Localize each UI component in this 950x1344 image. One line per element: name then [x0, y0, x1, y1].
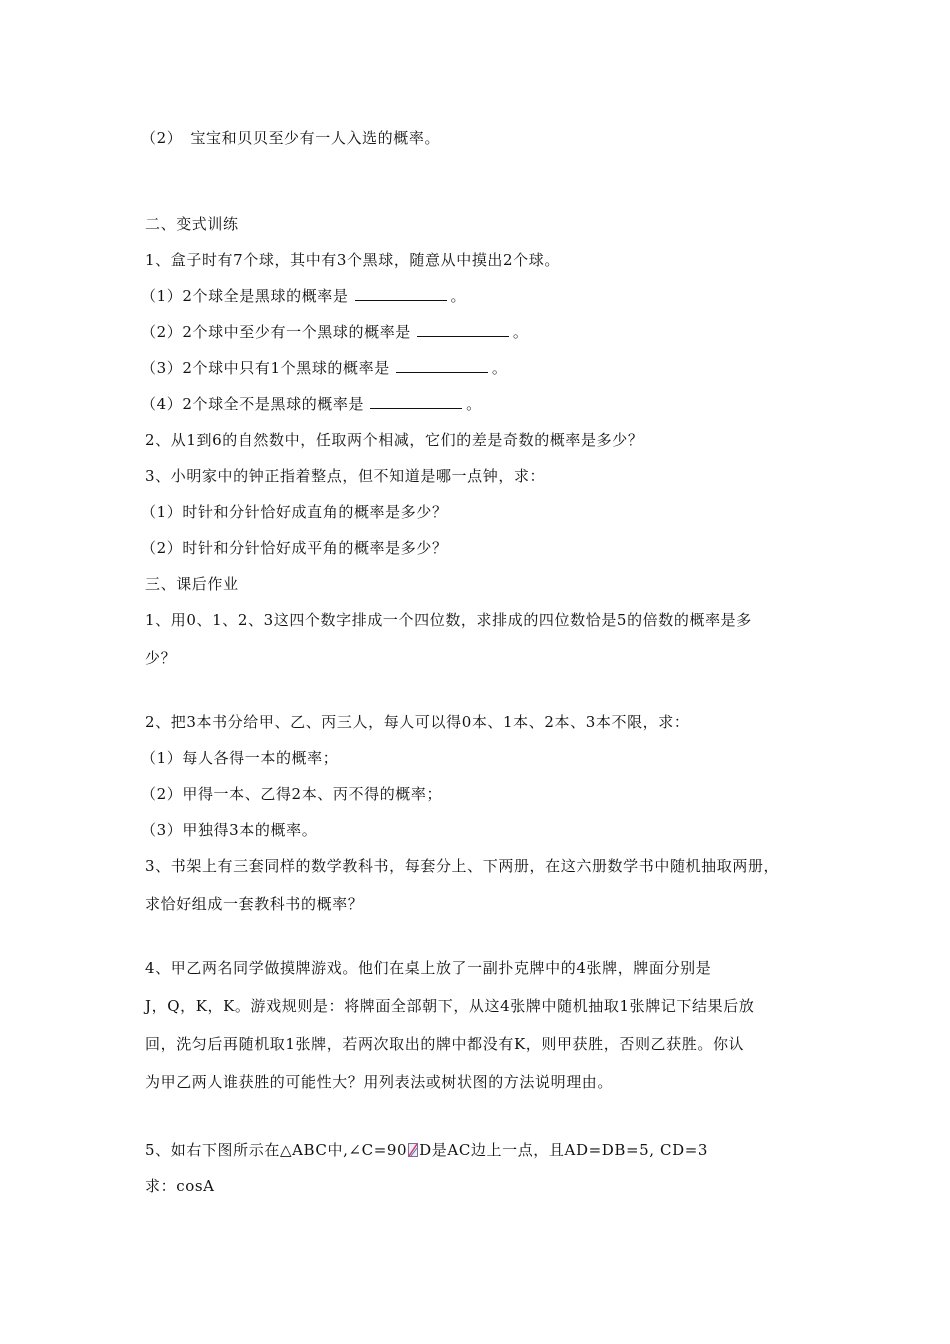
- answer-blank: [417, 324, 509, 337]
- s2-question-2: 2、从1到6的自然数中，任取两个相减，它们的差是奇数的概率是多少？: [145, 431, 644, 449]
- s2-q1-item-1: [141, 286, 466, 306]
- s3-question-4-line-1: 4、甲乙两名同学做摸牌游戏。他们在桌上放了一副扑克牌中的4张牌，牌面分别是: [145, 959, 712, 977]
- item-end: 。: [491, 359, 508, 377]
- s2-q1-item-2: [141, 322, 529, 342]
- q5-text-b: D是AC边上一点，且AD=DB=5, CD=3: [419, 1141, 709, 1159]
- s3-question-4-line-2: J，Q，K，K。游戏规则是：将牌面全部朝下，从这4张牌中随机抽取1张牌记下结果后放: [145, 997, 755, 1015]
- answer-blank: [396, 360, 488, 373]
- item-end: 。: [512, 323, 529, 341]
- s3-question-1-line-1: 1、用0、1、2、3这四个数字排成一个四位数，求排成的四位数恰是5的倍数的概率是多: [145, 611, 752, 629]
- answer-blank: [370, 396, 462, 409]
- s2-question-3-stem: 3、小明家中的钟正指着整点，但不知道是哪一点钟，求：: [145, 467, 546, 485]
- item-text: （3）2个球中只有1个黑球的概率是: [141, 359, 390, 377]
- s2-q1-item-3: [141, 358, 507, 378]
- item-end: 。: [450, 287, 467, 305]
- s3-question-3-line-1: 3、书架上有三套同样的数学教科书，每套分上、下两册，在这六册数学书中随机抽取两册，: [145, 857, 780, 875]
- item-text: （2）2个球中至少有一个黑球的概率是: [141, 323, 411, 341]
- s3-question-1-line-2: 少？: [145, 649, 177, 667]
- s3-q2-part-2: （2）甲得一本、乙得2本、丙不得的概率；: [141, 785, 443, 803]
- item-end: 。: [466, 395, 482, 413]
- s3-q2-part-3: （3）甲独得3本的概率。: [141, 821, 318, 839]
- s2-q1-item-4: [141, 394, 482, 414]
- s2-question-1-stem: 1、盒子时有7个球，其中有3个黑球，随意从中摸出2个球。: [145, 251, 560, 269]
- item-text: （4）2个球全不是黑球的概率是: [141, 395, 365, 413]
- section-3-title: 三、课后作业: [145, 575, 239, 593]
- embedded-glyph-icon: [408, 1143, 418, 1157]
- s3-question-4-line-3: 回，洗匀后再随机取1张牌，若两次取出的牌中都没有K，则甲获胜，否则乙获胜。你认: [145, 1035, 745, 1053]
- section-2-title: 二、变式训练: [145, 215, 239, 233]
- prev-question-part-2: （2） 宝宝和贝贝至少有一人入选的概率。: [141, 129, 441, 147]
- s3-q2-part-1: （1）每人各得一本的概率；: [141, 749, 339, 767]
- s3-question-5-line-1: [145, 1140, 708, 1160]
- s3-question-3-line-2: 求恰好组成一套教科书的概率？: [145, 895, 364, 913]
- s3-question-2-stem: 2、把3本书分给甲、乙、丙三人，每人可以得0本、1本、2本、3本不限，求：: [145, 713, 690, 731]
- s3-question-4-line-4: 为甲乙两人谁获胜的可能性大？用列表法或树状图的方法说明理由。: [145, 1073, 614, 1091]
- s2-q3-part-2: （2）时针和分针恰好成平角的概率是多少？: [141, 539, 448, 557]
- answer-blank: [355, 288, 447, 301]
- s2-q3-part-1: （1）时针和分针恰好成直角的概率是多少？: [141, 503, 448, 521]
- item-text: （1）2个球全是黑球的概率是: [141, 287, 349, 305]
- s3-question-5-line-2: 求：cosA: [145, 1177, 215, 1195]
- q5-text-a: 5、如右下图所示在△ABC中,∠C=90: [145, 1141, 408, 1159]
